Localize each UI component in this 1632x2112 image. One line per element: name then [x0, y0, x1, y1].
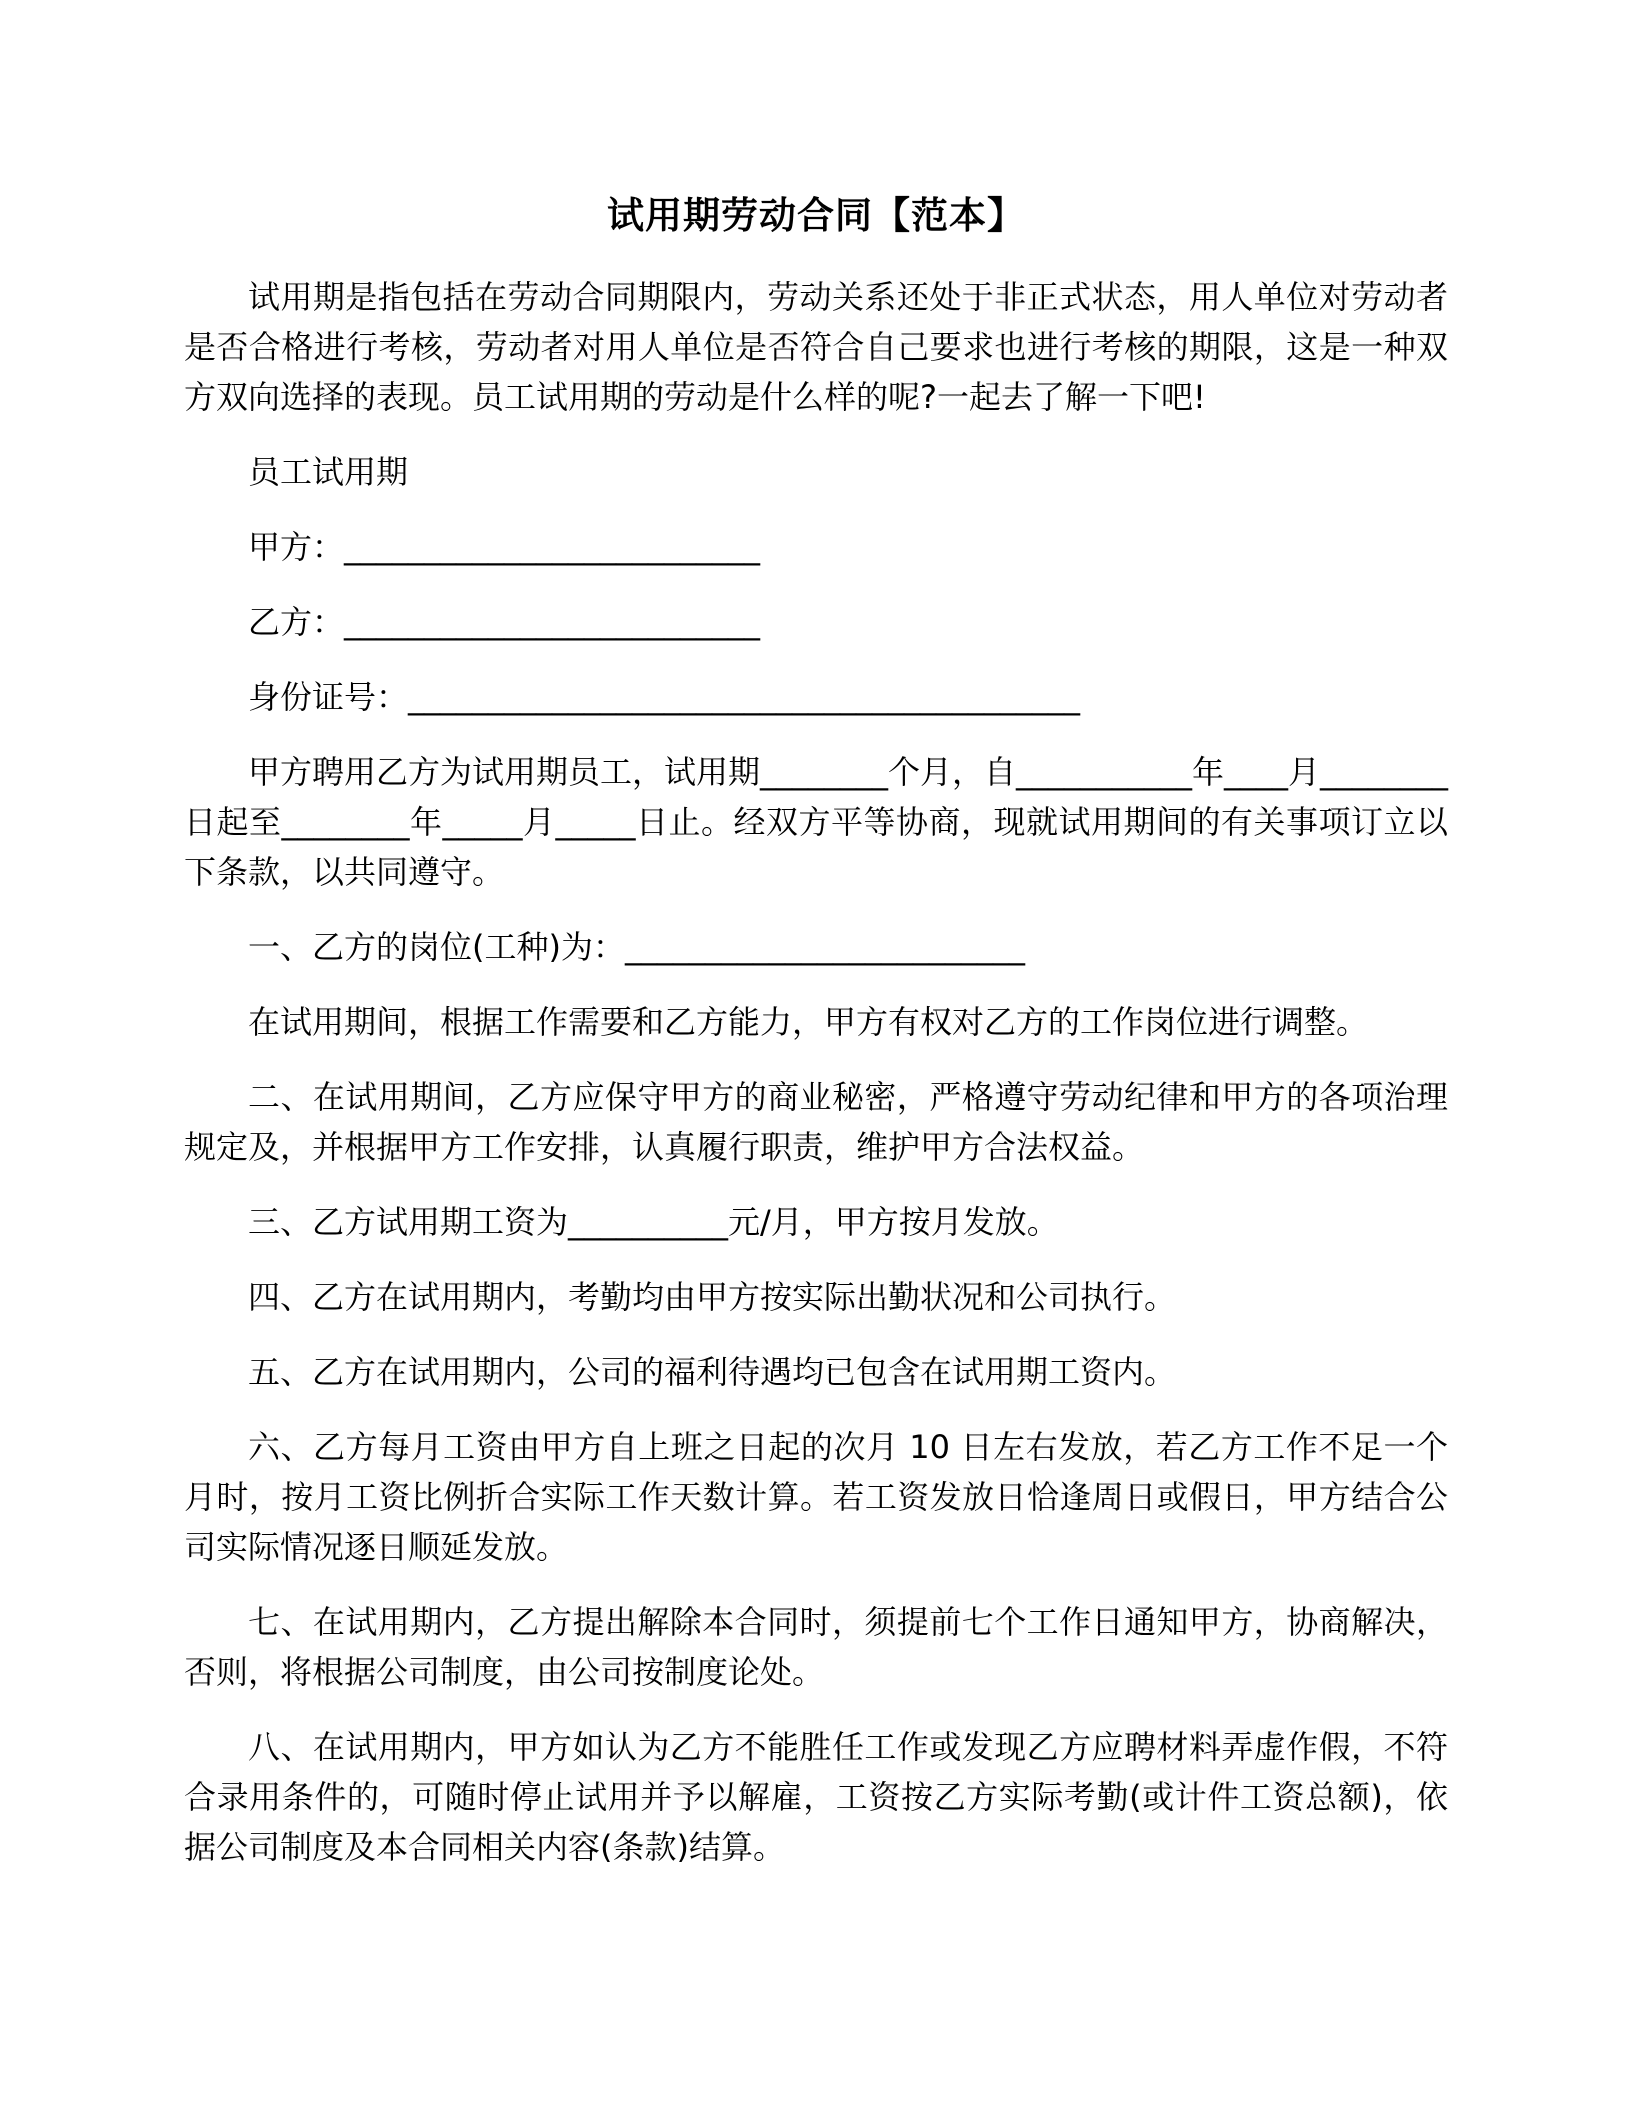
clause-8-dismissal: 八、在试用期内，甲方如认为乙方不能胜任工作或发现乙方应聘材料弄虚作假，不符合录用条件的，可随时停止试用并予以解雇，工资按乙方实际考勤(或计件工资总额)，依据公司制度及本合同相关内容(条款)结算。 — [184, 1728, 1448, 1866]
clause-1-note: 在试用期间，根据工作需要和乙方能力，甲方有权对乙方的工作岗位进行调整。 — [248, 1003, 1369, 1041]
clause-6-payday: 六、乙方每月工资由甲方自上班之日起的次月 10 日左右发放，若乙方工作不足一个月时，按月工资比例折合实际工作天数计算。若工资发放日恰逢周日或假日，甲方结合公司实际情况逐日顺延发放。 — [184, 1428, 1448, 1566]
paragraph-engagement-term: 甲方聘用乙方为试用期员工，试用期________个月，自___________年____月________日起至________年_____月_____日止。经双方平等协商，现就试用期间的有关事项订立以下条款，以共同遵守。 — [184, 753, 1449, 891]
line-id-number-blank: 身份证号：__________________________________________ — [248, 678, 1081, 716]
clause-7-termination-notice: 七、在试用期内，乙方提出解除本合同时，须提前七个工作日通知甲方，协商解决，否则，将根据公司制度，由公司按制度论处。 — [184, 1603, 1448, 1691]
paragraph-employee-probation: 员工试用期 — [248, 453, 409, 491]
doc-title: 试用期劳动合同【范本】 — [607, 194, 1025, 237]
line-party-b-blank: 乙方：__________________________ — [248, 603, 761, 641]
clause-5-benefits: 五、乙方在试用期内，公司的福利待遇均已包含在试用期工资内。 — [248, 1353, 1177, 1391]
line-party-a-blank: 甲方：__________________________ — [248, 528, 761, 566]
clause-3-salary-blank: 三、乙方试用期工资为__________元/月，甲方按月发放。 — [248, 1203, 1059, 1241]
clause-1-position-blank: 一、乙方的岗位(工种)为：_________________________ — [248, 928, 1025, 966]
clause-2-confidentiality: 二、在试用期间，乙方应保守甲方的商业秘密，严格遵守劳动纪律和甲方的各项治理规定及，并根据甲方工作安排，认真履行职责，维护甲方合法权益。 — [184, 1078, 1448, 1166]
paragraph-intro: 试用期是指包括在劳动合同期限内，劳动关系还处于非正式状态，用人单位对劳动者是否合格进行考核，劳动者对用人单位是否符合自己要求也进行考核的期限，这是一种双方双向选择的表现。员工试用期的劳动是什么样的呢?一起去了解一下吧! — [184, 278, 1448, 416]
clause-4-attendance: 四、乙方在试用期内，考勤均由甲方按实际出勤状况和公司执行。 — [248, 1278, 1177, 1316]
